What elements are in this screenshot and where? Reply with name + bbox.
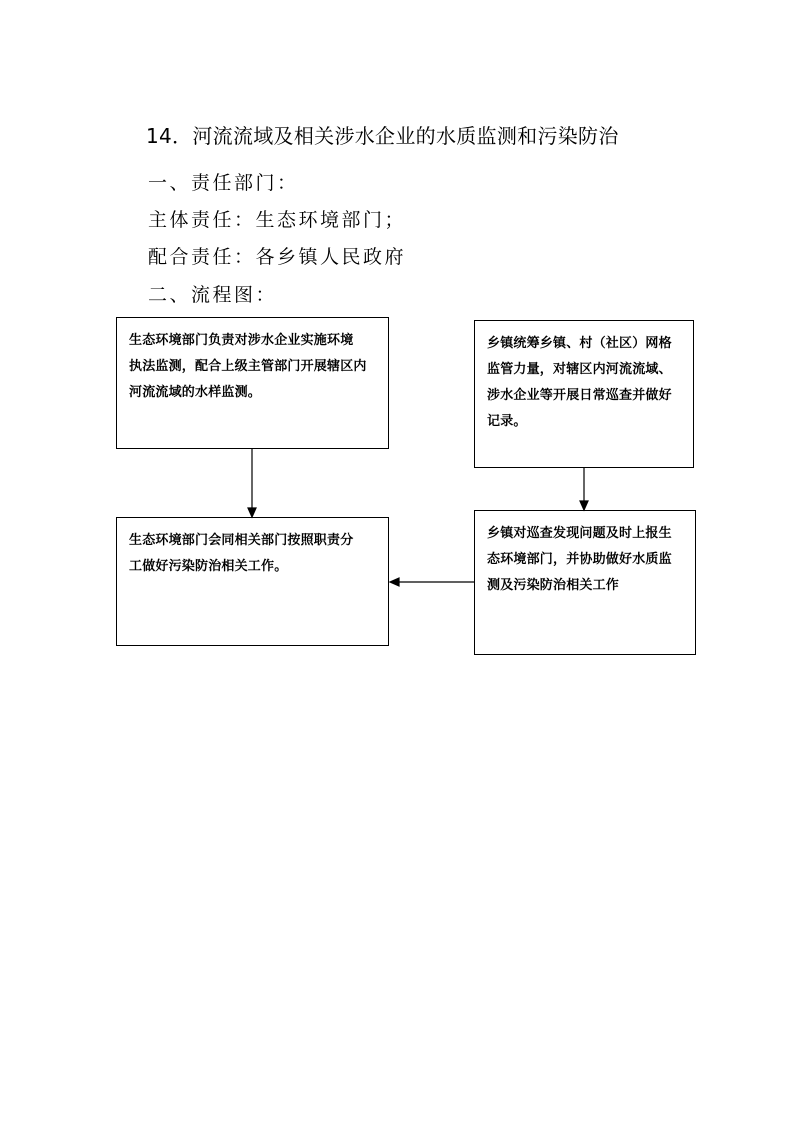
arrow-left-head	[390, 578, 399, 586]
text-line: 执法监测，配合上级主管部门开展辖区内	[129, 359, 367, 374]
text-line: 生态环境部门会同相关部门按照职责分	[129, 533, 354, 548]
text-line: 工做好污染防治相关工作。	[129, 559, 288, 574]
section-responsible-departments: 一、责任部门：	[148, 172, 299, 194]
text-line: 测及污染防治相关工作	[487, 578, 620, 593]
text-line: 河流流域的水样监测。	[129, 385, 262, 400]
text-line: 监管力量，对辖区内河流流域、	[487, 362, 672, 377]
text-line: 涉水企业等开展日常巡查并做好	[487, 388, 672, 403]
section-flowchart: 二、流程图：	[148, 284, 278, 306]
text-line: 记录。	[487, 414, 527, 429]
arrow-down-right-head	[580, 501, 588, 510]
document-title: 14．河流流域及相关涉水企业的水质监测和污染防治	[146, 124, 619, 148]
text-line: 乡镇统筹乡镇、村（社区）网格	[487, 336, 672, 351]
arrow-down-left-head	[248, 508, 256, 517]
text-line: 生态环境部门负责对涉水企业实施环境	[129, 333, 354, 348]
main-responsibility: 主体责任：生态环境部门；	[148, 209, 407, 231]
cooperating-responsibility: 配合责任：各乡镇人民政府	[148, 246, 407, 268]
text-line: 乡镇对巡查发现问题及时上报生	[487, 526, 672, 541]
text-line: 态环境部门，并协助做好水质监	[487, 552, 672, 567]
